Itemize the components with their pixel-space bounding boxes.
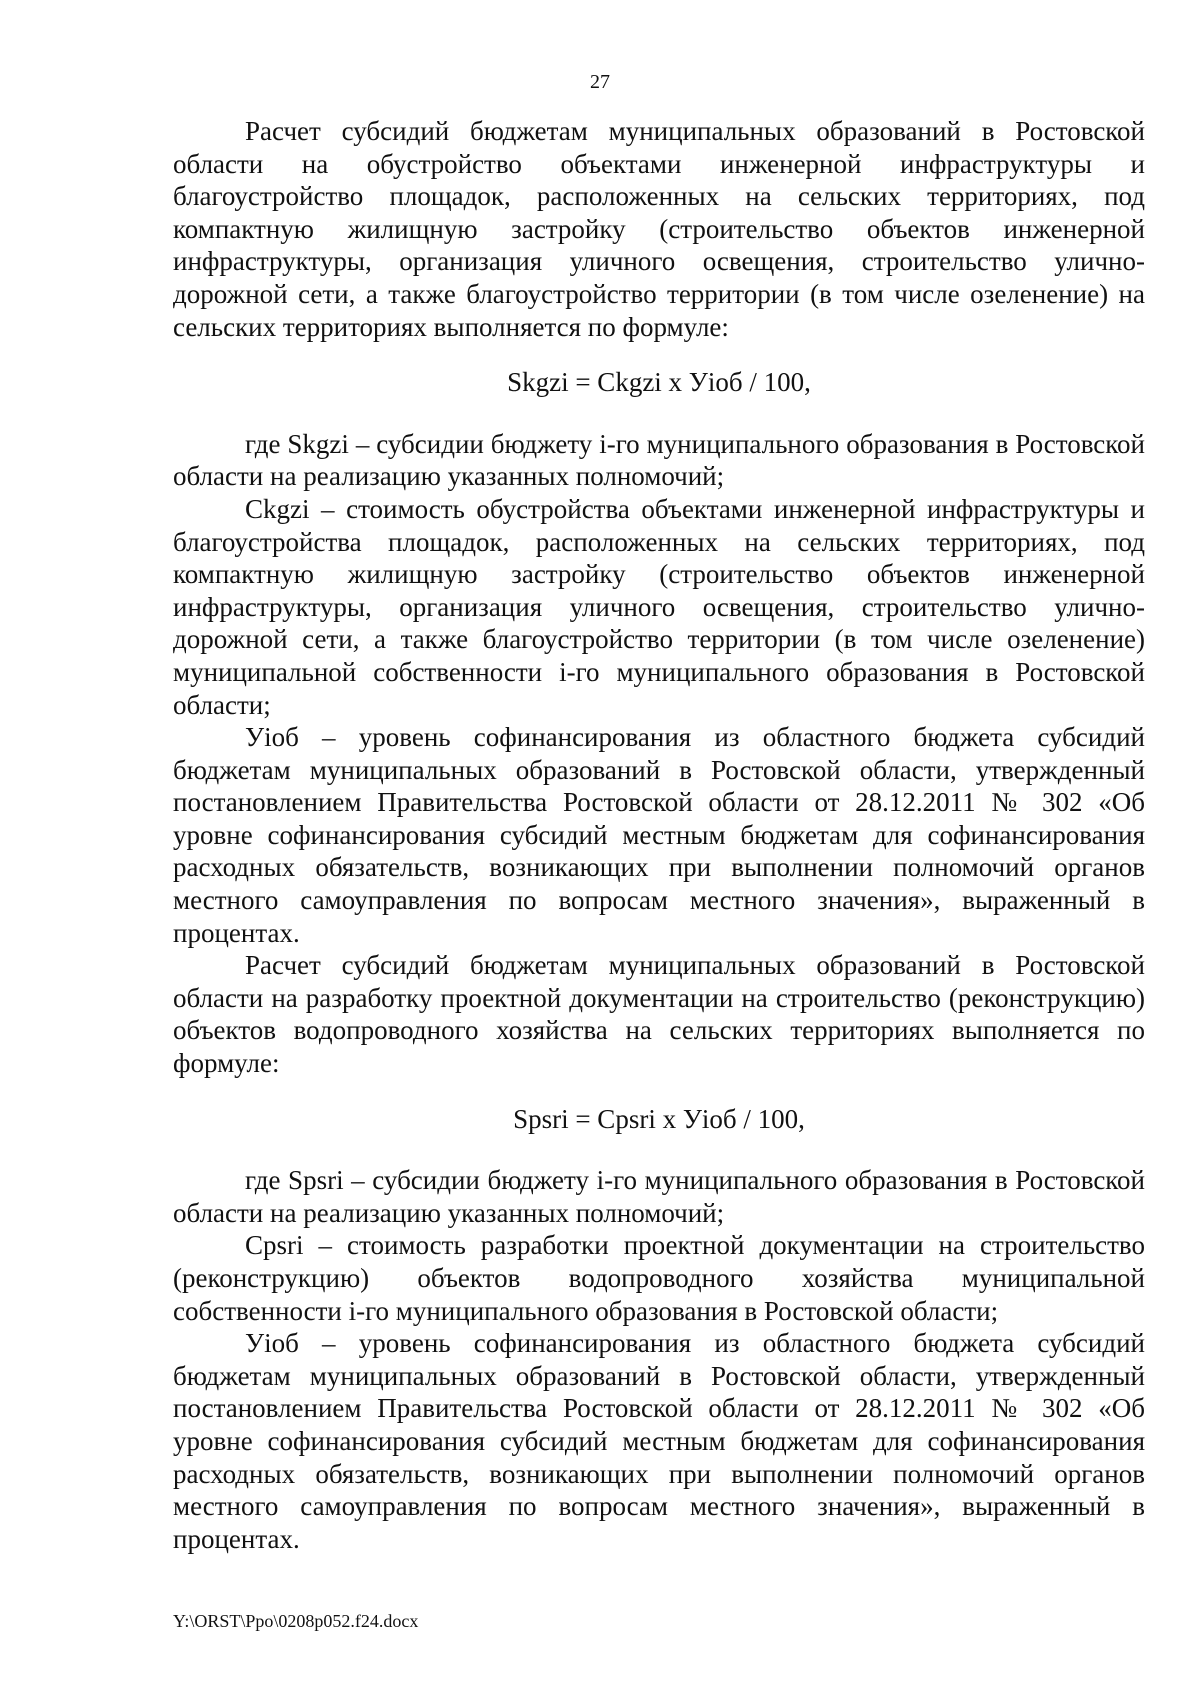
paragraph-spsri-definition: где Spsri – субсидии бюджету i-го муниципального образования в Ростовской области на реализацию указанных полномочий; xyxy=(173,1165,1145,1228)
paragraph-uiob-definition: Уioб – уровень софинансирования из областного бюджета субсидий бюджетам муниципальных образований в Ростовской области, утвержденный постановлением Правительства Ростовской области от 28.12.2011 № 302 «Об уровне софинансирования субсидий местным бюджетам для софинансирования расходных обязательств, возникающих при выполнении полномочий органов местного самоуправления по вопросам местного значения», выраженный в процентах. xyxy=(173,722,1145,948)
paragraph-ckgzi-definition: Ckgzi – стоимость обустройства объектами инженерной инфраструктуры и благоустройства площадок, расположенных на сельских территориях, под компактную жилищную застройку (строительство объектов инженерной инфраструктуры, организация уличного освещения, строительство улично-дорожной сети, а также благоустройство территории (в том числе озеленение) муниципальной собственности i-го муниципального образования в Ростовской области; xyxy=(173,493,1145,720)
page-number: 27 xyxy=(590,71,610,93)
document-body xyxy=(173,115,1145,1555)
paragraph-calc-design-docs: Расчет субсидий бюджетам муниципальных образований в Ростовской области на разработку проектной документации на строительство (реконструкцию) объектов водопроводного хозяйства на сельских территориях выполняется по формуле: xyxy=(173,950,1145,1079)
paragraph-uiob-definition-2: Уioб – уровень софинансирования из областного бюджета субсидий бюджетам муниципальных образований в Ростовской области, утвержденный постановлением Правительства Ростовской области от 28.12.2011 № 302 «Об уровне софинансирования субсидий местным бюджетам для софинансирования расходных обязательств, возникающих при выполнении полномочий органов местного самоуправления по вопросам местного значения», выраженный в процентах. xyxy=(173,1328,1145,1554)
paragraph-skgzi-definition: где Skgzi – субсидии бюджету i-го муниципального образования в Ростовской области на реализацию указанных полномочий; xyxy=(173,428,1145,492)
formula-skgzi: Skgzi = Ckgzi х Уioб / 100, xyxy=(507,367,811,398)
formula-spsri: Spsri = Cpsri х Уioб / 100, xyxy=(513,1103,805,1134)
footer-file-path: Y:\ORST\Ppo\0208p052.f24.docx xyxy=(173,1611,419,1631)
paragraph-cpsri-definition: Cpsri – стоимость разработки проектной документации на строительство (реконструкцию) объектов водопроводного хозяйства муниципальной собственности i-го муниципального образования в Ростовской области; xyxy=(173,1230,1145,1326)
paragraph-calc-infrastructure: Расчет субсидий бюджетам муниципальных образований в Ростовской области на обустройство объектами инженерной инфраструктуры и благоустройство площадок, расположенных на сельских территориях, под компактную жилищную застройку (строительство объектов инженерной инфраструктуры, организация уличного освещения, строительство улично-дорожной сети, а также благоустройство территории (в том числе озеленение) на сельских территориях выполняется по формуле: xyxy=(173,116,1145,342)
